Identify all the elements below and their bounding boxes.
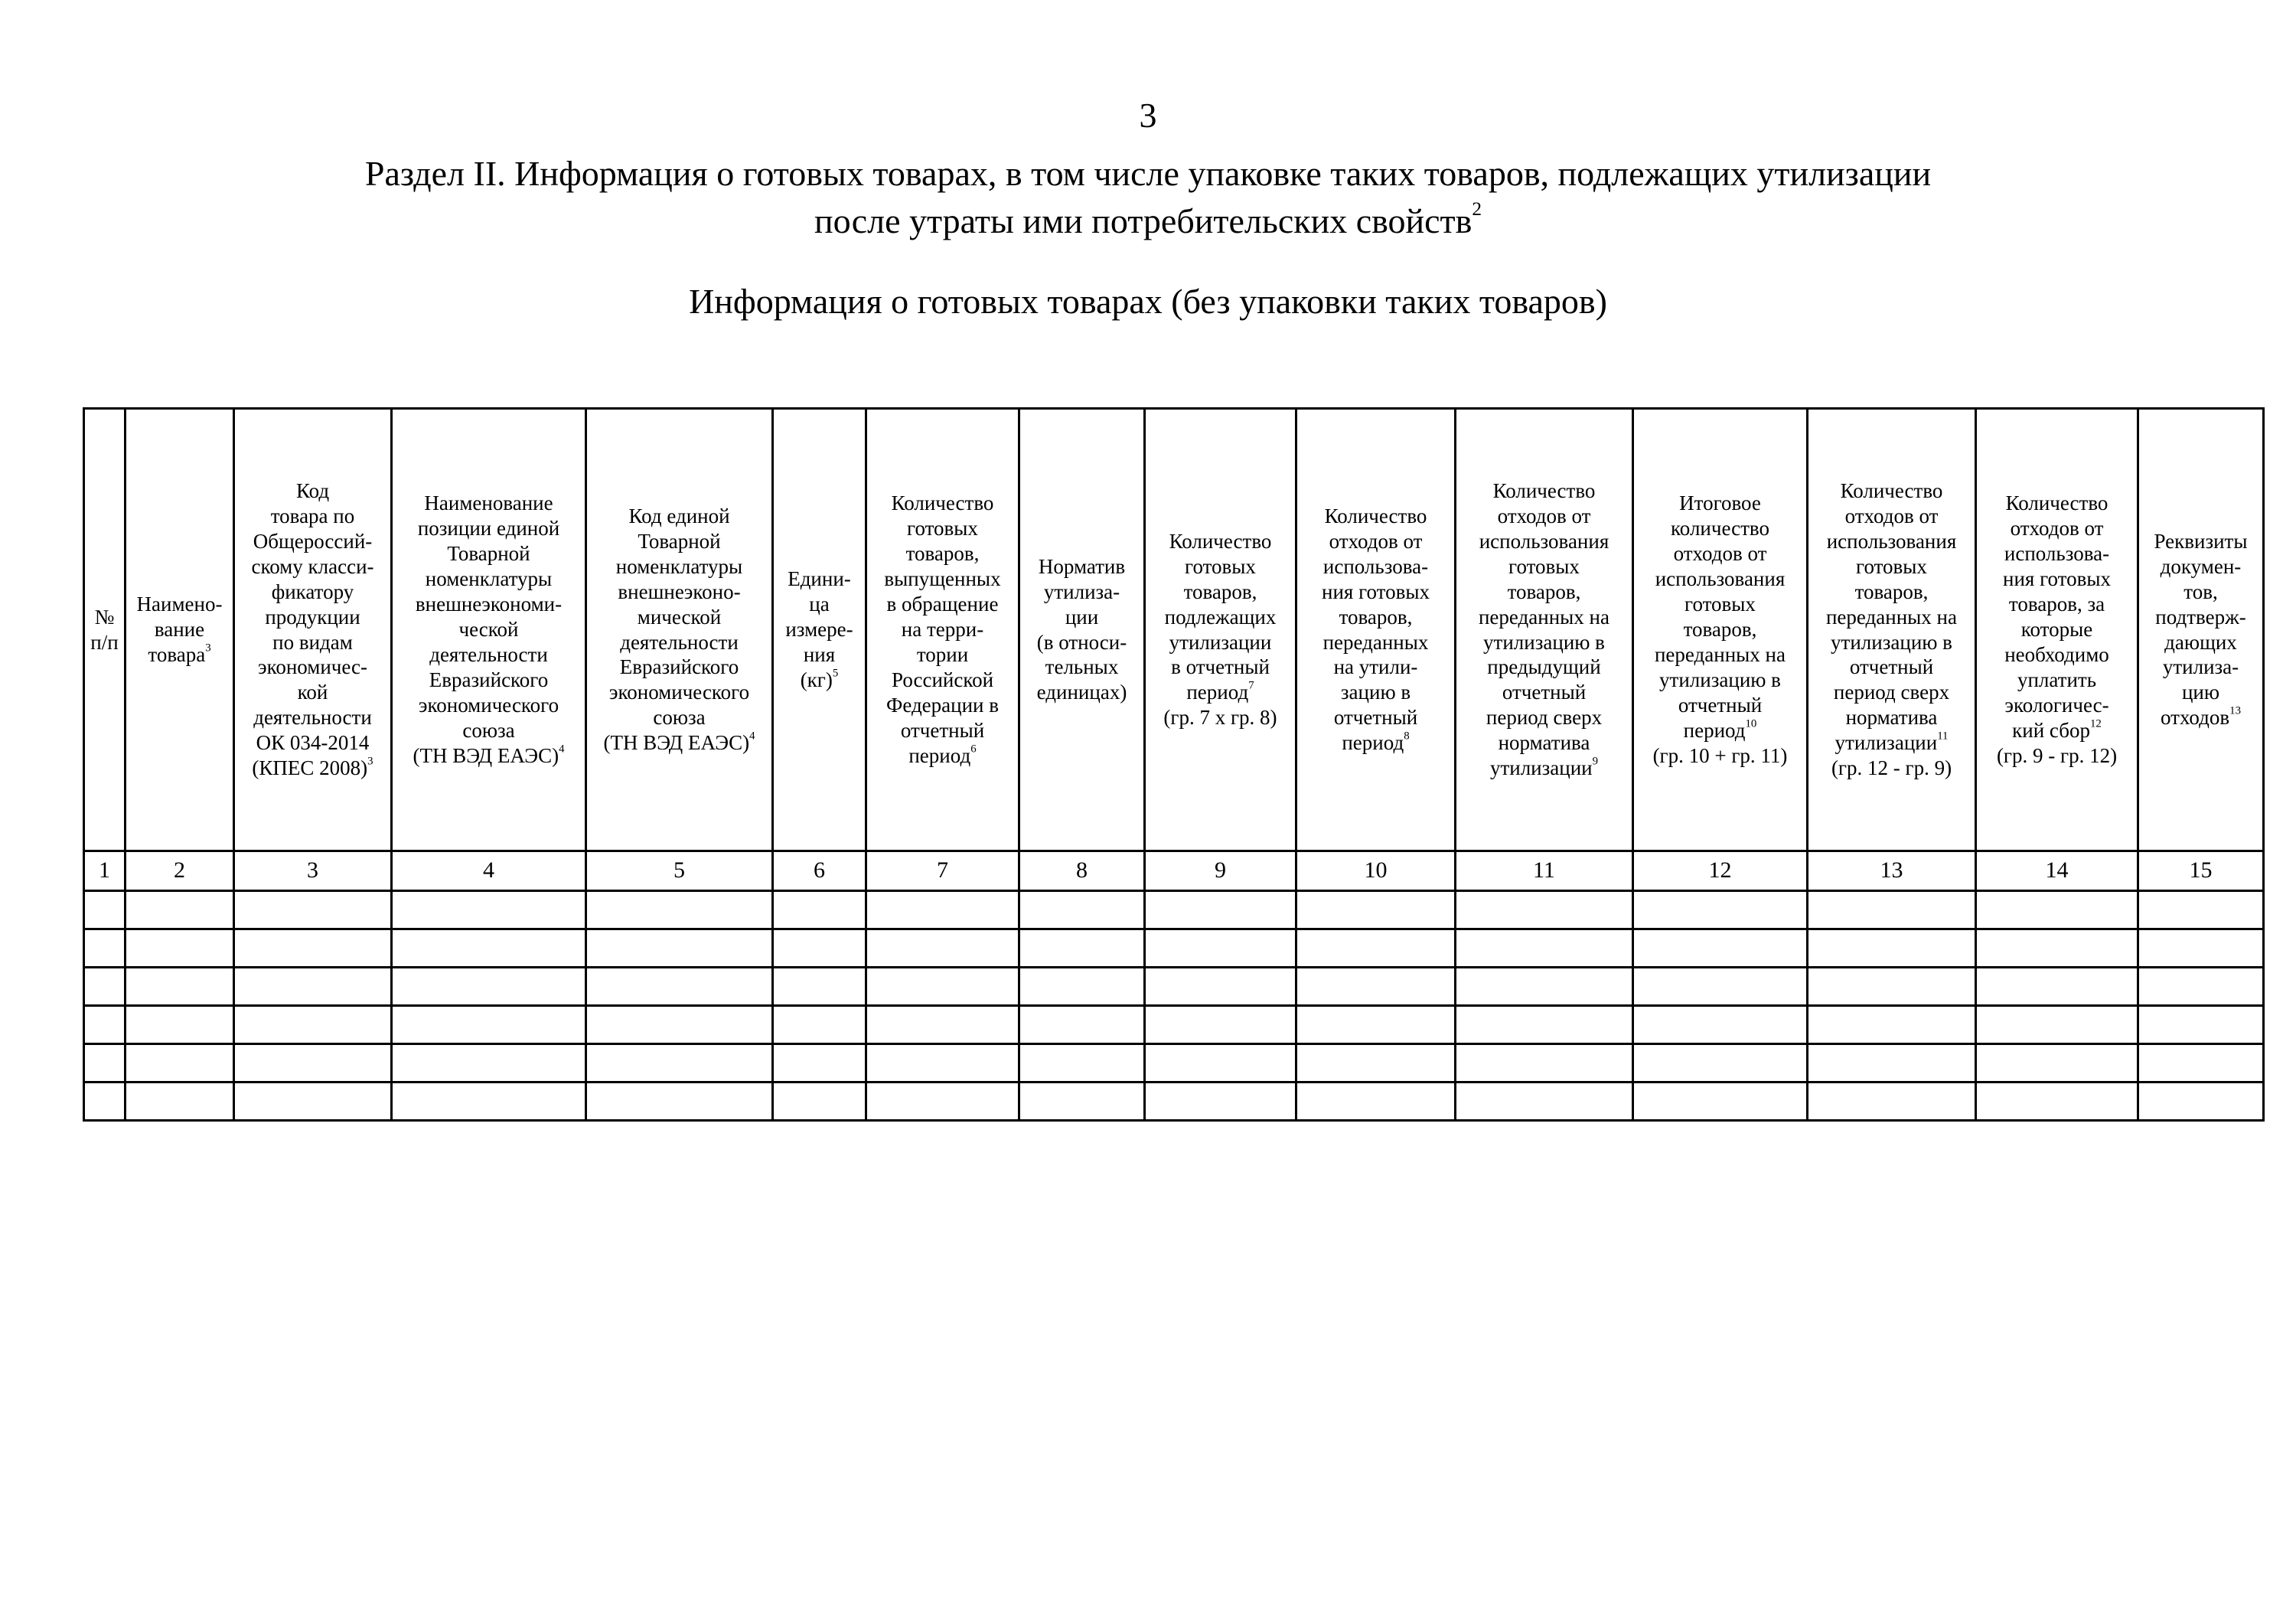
header-line: готовых (907, 517, 978, 540)
table-cell (84, 891, 126, 929)
footnote-marker: 3 (367, 755, 373, 768)
footnote-marker: 3 (205, 642, 211, 655)
table-cell (392, 1044, 586, 1083)
column-number-cell: 8 (1019, 851, 1145, 891)
header-line: норматива (1845, 706, 1938, 730)
table-cell (586, 1044, 773, 1083)
header-line: внешнеэконо- (618, 580, 741, 603)
header-line: период$^{10}$ (1683, 717, 1757, 742)
table-cell (773, 1044, 866, 1083)
header-line: утилизацию в (1831, 630, 1952, 654)
header-line: Федерации в (885, 693, 999, 717)
header-cell-col8 (1019, 409, 1145, 851)
table-cell (2138, 968, 2264, 1006)
table-cell (1456, 1083, 1633, 1121)
table-cell (392, 1006, 586, 1044)
table-cell (1808, 1006, 1976, 1044)
table-cell (1296, 929, 1456, 968)
header-line: вание (154, 618, 205, 642)
header-line: (кг)$^5$ (800, 667, 839, 691)
footnote-marker: 7 (1248, 680, 1254, 693)
header-line: отчетный (1678, 693, 1763, 717)
table-cell (586, 968, 773, 1006)
header-formula: (гр. 9 - гр. 12) (1996, 743, 2118, 767)
header-line: период$^8$ (1342, 730, 1410, 755)
header-cell-col4 (392, 409, 586, 851)
header-line: по видам (272, 630, 353, 654)
header-line: Товарной (638, 529, 721, 553)
header-line: подтверж- (2155, 605, 2246, 629)
table-cell (126, 1044, 234, 1083)
header-line: использования (1655, 567, 1786, 591)
header-line: Евразийского (619, 655, 739, 679)
header-line: экономического (418, 693, 559, 717)
column-number-cell: 11 (1456, 851, 1633, 891)
table-cell (84, 968, 126, 1006)
column-number-cell: 9 (1145, 851, 1296, 891)
header-line: готовых (1684, 593, 1756, 616)
header-line: использова- (2004, 542, 2110, 566)
header-line: подлежащих (1164, 605, 1277, 629)
header-line: Евразийского (429, 668, 549, 691)
header-line: ции (1065, 605, 1099, 629)
header-line: Товарной (447, 542, 530, 566)
header-line: количество (1671, 517, 1769, 540)
table-cell (773, 968, 866, 1006)
column-number-cell: 10 (1296, 851, 1456, 891)
footnote-marker: 4 (559, 743, 565, 756)
footnote-marker: 13 (2229, 704, 2241, 717)
page-number: 3 (1139, 96, 1157, 135)
header-line: деятельности (429, 642, 548, 666)
header-line: номенклатуры (615, 554, 743, 578)
table-cell (234, 1083, 392, 1121)
footnote-marker: 10 (1745, 717, 1757, 730)
header-cell-col5 (586, 409, 773, 851)
header-line: внешнеэкономи- (415, 593, 563, 616)
table-cell (1633, 929, 1808, 968)
table-row (84, 1083, 2264, 1121)
header-line: товаров, (1339, 605, 1413, 629)
table-cell (1976, 929, 2138, 968)
table-cell (1808, 1044, 1976, 1083)
section-title-line2-text: после утраты ими потребительских свойств (814, 201, 1473, 240)
header-line: единицах) (1036, 681, 1127, 704)
header-line: тельных (1045, 655, 1119, 679)
table-cell (1633, 1044, 1808, 1083)
table-cell (1019, 1083, 1145, 1121)
header-line: ния готовых (1322, 580, 1430, 603)
table-cell (126, 891, 234, 929)
header-cell-col14 (1976, 409, 2138, 851)
table-cell (1019, 1044, 1145, 1083)
footnote-marker: 8 (1404, 730, 1410, 743)
column-number-cell: 1 (84, 851, 126, 891)
table-cell (126, 968, 234, 1006)
table-cell (2138, 891, 2264, 929)
header-line: Код (295, 478, 330, 502)
header-cell-col11 (1456, 409, 1633, 851)
table-cell (1976, 1083, 2138, 1121)
footnote-marker: 6 (970, 743, 977, 756)
table-cell (1145, 968, 1296, 1006)
column-number-cell: 6 (773, 851, 866, 891)
header-line: выпущенных (884, 567, 1001, 591)
header-line: союза (462, 718, 515, 742)
table-cell (392, 891, 586, 929)
header-line: утилизацию в (1659, 668, 1781, 691)
header-line: п/п (90, 630, 119, 654)
header-cell-col12 (1633, 409, 1808, 851)
header-line: фикатору (271, 580, 354, 603)
header-line: утилизации$^9$ (1489, 755, 1599, 780)
header-line: номенклатуры (425, 567, 553, 591)
table-cell (1456, 968, 1633, 1006)
table-cell (1296, 968, 1456, 1006)
column-number-cell: 4 (392, 851, 586, 891)
header-line: дающих (2164, 630, 2237, 654)
table-cell (84, 1006, 126, 1044)
header-cell-col6 (773, 409, 866, 851)
column-number-cell: 13 (1808, 851, 1976, 891)
table-cell (586, 891, 773, 929)
table-row (84, 1006, 2264, 1044)
header-line: утилиза- (1043, 580, 1120, 603)
table-cell (1145, 1006, 1296, 1044)
header-line: Итоговое (1679, 491, 1761, 515)
table-cell (773, 1006, 866, 1044)
table-cell (586, 929, 773, 968)
header-line: скому класси- (251, 554, 374, 578)
header-line: утилизацию в (1483, 630, 1605, 654)
header-line: союза (653, 706, 706, 730)
header-line: ния (803, 642, 836, 666)
column-number-cell: 2 (126, 851, 234, 891)
header-line: Российской (891, 668, 994, 691)
column-number-cell: 12 (1633, 851, 1808, 891)
table-cell (866, 1044, 1019, 1083)
header-line: период сверх (1486, 706, 1603, 730)
header-line: тории (916, 642, 969, 666)
table-cell (866, 891, 1019, 929)
header-line: товаров, (905, 542, 980, 566)
header-line: переданных (1322, 630, 1429, 654)
header-line: норматива (1498, 731, 1590, 755)
header-line: Норматив (1038, 554, 1126, 578)
table-cell (2138, 1083, 2264, 1121)
header-line: Реквизиты (2154, 529, 2248, 553)
header-line: деятельности (620, 630, 739, 654)
header-line: в отчетный (1171, 655, 1270, 679)
footnote-marker: 9 (1592, 755, 1599, 768)
table-cell (234, 968, 392, 1006)
header-line: экологичес- (2004, 693, 2109, 717)
header-line: Едини- (788, 567, 851, 591)
header-line: Количество (2005, 491, 2108, 515)
header-line: необходимо (2004, 642, 2109, 666)
header-line: товаров, (1507, 580, 1581, 603)
footnote-marker: 2 (1472, 198, 1482, 220)
table-row (84, 1044, 2264, 1083)
header-cell-col3 (234, 409, 392, 851)
table-cell (1808, 929, 1976, 968)
table-cell (234, 929, 392, 968)
header-line: использова- (1322, 554, 1429, 578)
header-formula: (гр. 7 x гр. 8) (1163, 706, 1277, 730)
table-cell (392, 1083, 586, 1121)
header-line: использования (1826, 529, 1957, 553)
header-cell-col13 (1808, 409, 1976, 851)
header-cell-col2 (126, 409, 234, 851)
header-line: период сверх (1833, 681, 1950, 704)
header-line: отчетный (1849, 655, 1934, 679)
header-cell-col15 (2138, 409, 2264, 851)
header-cell-col7 (866, 409, 1019, 851)
header-line: кий сбор$^{12}$ (2012, 717, 2102, 742)
table-cell (586, 1083, 773, 1121)
header-line: деятельности (253, 706, 372, 730)
table-cell (126, 1083, 234, 1121)
header-line: утилизации$^{11}$ (1835, 730, 1949, 755)
header-formula: (гр. 12 - гр. 9) (1831, 756, 1952, 780)
column-number-cell: 7 (866, 851, 1019, 891)
table-cell (773, 1083, 866, 1121)
table-cell (1808, 891, 1976, 929)
header-line: период$^7$ (1186, 680, 1254, 704)
header-line: товара$^3$ (148, 642, 211, 666)
header-line: товаров, за (2008, 593, 2105, 616)
header-line: готовых (1508, 554, 1580, 578)
header-line: мической (637, 605, 722, 629)
header-line: зацию в (1340, 681, 1411, 704)
header-line: измере- (785, 618, 853, 642)
header-line: Код единой (628, 504, 730, 527)
header-line: ния готовых (2003, 567, 2111, 591)
header-line: на утили- (1333, 655, 1418, 679)
header-line: отчетный (1333, 706, 1418, 730)
header-line: тов, (2183, 580, 2218, 603)
table-cell (1976, 1006, 2138, 1044)
table-cell (84, 1083, 126, 1121)
table-cell (234, 891, 392, 929)
header-line: утилиза- (2162, 655, 2239, 679)
header-line: уплатить (2017, 668, 2097, 691)
header-line: товаров, (1854, 580, 1929, 603)
table-cell (2138, 929, 2264, 968)
column-number-cell: 3 (234, 851, 392, 891)
table-cell (126, 1006, 234, 1044)
header-line: отходов от (2010, 517, 2104, 540)
header-line: отходов от (1844, 504, 1939, 527)
header-line: товаров, (1183, 580, 1257, 603)
header-line: переданных на (1478, 605, 1609, 629)
table-cell (1633, 1083, 1808, 1121)
table-cell (84, 929, 126, 968)
table-cell (1019, 929, 1145, 968)
header-line: отчетный (1502, 681, 1587, 704)
header-line: товаров, (1683, 618, 1757, 642)
header-line: Количество (1492, 478, 1596, 502)
table-cell (2138, 1006, 2264, 1044)
header-line: (ТН ВЭД ЕАЭС)$^4$ (603, 730, 755, 755)
header-line: Наимено- (136, 593, 223, 616)
footnote-marker: 5 (832, 667, 839, 680)
column-number-cell: 5 (586, 851, 773, 891)
column-number-cell: 14 (1976, 851, 2138, 891)
header-line: Количество (1840, 478, 1943, 502)
header-line: ца (809, 593, 830, 616)
header-line: продукции (265, 605, 360, 629)
table-cell (1633, 1006, 1808, 1044)
table-cell (1296, 1044, 1456, 1083)
table-cell (1019, 891, 1145, 929)
table-cell (1296, 1083, 1456, 1121)
table-cell (1296, 1006, 1456, 1044)
table-cell (392, 929, 586, 968)
table-cell (392, 968, 586, 1006)
header-formula: (гр. 10 + гр. 11) (1652, 743, 1788, 767)
table-cell (1633, 891, 1808, 929)
table-cell (1145, 1083, 1296, 1121)
column-number-cell: 15 (2138, 851, 2264, 891)
header-line: отчетный (900, 718, 985, 742)
table-row (84, 929, 2264, 968)
header-line: готовых (1856, 554, 1927, 578)
header-line: утилизации (1169, 630, 1272, 654)
header-line: на терри- (901, 618, 984, 642)
header-cell-col10 (1296, 409, 1456, 851)
header-line: докумен- (2160, 554, 2242, 578)
header-line: Количество (1169, 529, 1272, 553)
header-line: цию (2181, 681, 2220, 704)
table-cell (1976, 891, 2138, 929)
table-cell (2138, 1044, 2264, 1083)
table-cell (866, 1006, 1019, 1044)
header-line: ОК 034-2014 (256, 731, 370, 755)
table-cell (1145, 1044, 1296, 1083)
header-line: Количество (1324, 504, 1427, 527)
table-cell (1019, 968, 1145, 1006)
goods-table (83, 407, 2265, 1122)
header-line: экономичес- (257, 655, 367, 679)
table-cell (866, 929, 1019, 968)
section-title-line2 (0, 198, 2296, 245)
header-line: использования (1479, 529, 1609, 553)
table-cell (586, 1006, 773, 1044)
table-cell (1456, 1044, 1633, 1083)
table-cell (234, 1044, 392, 1083)
header-line: в обращение (886, 593, 999, 616)
header-line: отходов от (1329, 529, 1423, 553)
footnote-marker: 12 (2089, 717, 2102, 730)
header-cell-col9 (1145, 409, 1296, 851)
header-line: Наименование (424, 491, 553, 515)
header-row (84, 409, 2264, 851)
header-line: переданных на (1825, 605, 1957, 629)
table-cell (1456, 929, 1633, 968)
section-title-line1: Раздел II. Информация о готовых товарах, в том числе упаковке таких товаров, подлежащих утилизации (364, 154, 1932, 193)
header-line: (в относи- (1036, 630, 1127, 654)
table-cell (84, 1044, 126, 1083)
table-cell (1976, 968, 2138, 1006)
table-subtitle: Информация о готовых товарах (без упаковки таких товаров) (689, 282, 1607, 321)
header-line: ческой (458, 618, 519, 642)
header-line: Общероссий- (253, 529, 373, 553)
table-cell (234, 1006, 392, 1044)
footnote-marker: 4 (749, 730, 755, 743)
table-cell (773, 891, 866, 929)
header-line: (КПЕС 2008)$^3$ (252, 755, 373, 780)
footnote-marker: 11 (1937, 730, 1949, 743)
table-cell (1633, 968, 1808, 1006)
header-line: отходов от (1497, 504, 1591, 527)
table-cell (126, 929, 234, 968)
section-title (0, 150, 2296, 245)
table-cell (1976, 1044, 2138, 1083)
table-cell (1808, 968, 1976, 1006)
header-line: Количество (891, 491, 994, 515)
header-line: готовых (1185, 554, 1256, 578)
header-line: кой (297, 681, 328, 704)
header-line: (ТН ВЭД ЕАЭС)$^4$ (413, 743, 565, 767)
table-cell (773, 929, 866, 968)
header-line: переданных на (1654, 642, 1786, 666)
header-line: позиции единой (417, 517, 560, 540)
header-line: предыдущий (1487, 655, 1601, 679)
header-line: период$^6$ (908, 743, 977, 767)
table-cell (1145, 929, 1296, 968)
table-row (84, 968, 2264, 1006)
table-cell (1456, 1006, 1633, 1044)
table-cell (1145, 891, 1296, 929)
header-line: № (94, 605, 115, 629)
table-cell (1808, 1083, 1976, 1121)
header-line: товара по (270, 504, 355, 527)
table-cell (1456, 891, 1633, 929)
table-cell (1296, 891, 1456, 929)
header-line: отходов от (1673, 542, 1767, 566)
table-cell (1019, 1006, 1145, 1044)
header-line: отходов$^{13}$ (2161, 704, 2241, 730)
header-line: которые (2020, 618, 2093, 642)
column-number-row (84, 851, 2264, 891)
table-cell (866, 968, 1019, 1006)
header-cell-col1 (84, 409, 126, 851)
table-row (84, 891, 2264, 929)
table-cell (866, 1083, 1019, 1121)
header-line: экономического (608, 681, 750, 704)
